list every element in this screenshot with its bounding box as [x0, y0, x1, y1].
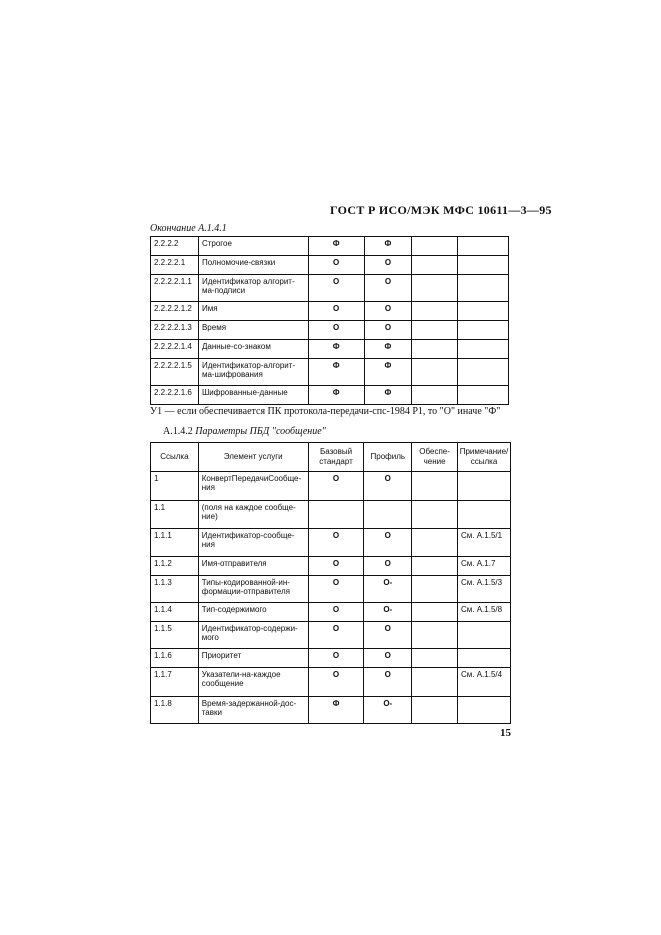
table-cell	[412, 529, 458, 557]
table-cell	[458, 275, 509, 302]
table-cell: 2.2.2.2.1.3	[151, 321, 199, 340]
table2-body	[151, 472, 511, 724]
table-cell: О	[364, 302, 412, 321]
table-cell: Имя-отправителя	[198, 557, 308, 576]
header-cell-note: Примечание/ ссылка	[457, 443, 510, 472]
table-cell: Время-задержанной-дос-тавки	[198, 697, 308, 724]
table-cell: Ф	[308, 237, 364, 256]
table-cell	[458, 237, 509, 256]
table-cell: 1	[151, 472, 199, 501]
table-cell: Идентификатор-сообще-ния	[198, 529, 308, 557]
table-cell: См. А.1.5/4	[457, 668, 510, 697]
header-cell-profile: Профиль	[364, 443, 412, 472]
table-row	[151, 340, 509, 359]
table-cell: О	[308, 649, 364, 668]
table-cell: Ф	[364, 237, 412, 256]
table-cell: Идентификатор-содержи-мого	[198, 622, 308, 649]
table-cell	[412, 501, 458, 529]
table-cell: См. А.1.5/8	[457, 603, 510, 622]
table-cell: 1.1.3	[151, 576, 199, 603]
table-cell	[412, 576, 458, 603]
table-cell: О	[364, 275, 412, 302]
table-cell: Приоритет	[198, 649, 308, 668]
table-row	[151, 668, 511, 697]
table-a141-end	[150, 236, 509, 405]
table-cell: Шифрованные-данные	[198, 386, 308, 405]
table-cell: О-	[364, 603, 412, 622]
table-row	[151, 697, 511, 724]
table-cell	[412, 622, 458, 649]
table-cell: 1.1.6	[151, 649, 199, 668]
table-cell: Ф	[364, 359, 412, 386]
table-cell: См. А.1.5/1	[457, 529, 510, 557]
table-cell: Идентификатор-алгорит-ма-шифрования	[198, 359, 308, 386]
table-row	[151, 321, 509, 340]
table-cell	[412, 321, 458, 340]
table-cell: О	[364, 649, 412, 668]
table-row	[151, 649, 511, 668]
table-cell: См. А.1.5/3	[457, 576, 510, 603]
table-cell	[412, 275, 458, 302]
table-cell	[458, 386, 509, 405]
table-cell	[412, 256, 458, 275]
table-cell: О	[308, 321, 364, 340]
table-cell: Указатели-на-каждое сообщение	[198, 668, 308, 697]
table2-caption	[163, 426, 326, 437]
table-cell: О	[308, 622, 364, 649]
table-row	[151, 472, 511, 501]
table-cell: О-	[364, 576, 412, 603]
table-cell: 2.2.2.2.1.4	[151, 340, 199, 359]
table-cell: Ф	[308, 386, 364, 405]
table-cell: 1.1.4	[151, 603, 199, 622]
page-number: 15	[500, 727, 511, 739]
table-cell: КонвертПередачиСообще-ния	[198, 472, 308, 501]
table-cell: 2.2.2.2.1.6	[151, 386, 199, 405]
table-a142-parameters	[150, 442, 511, 724]
table-cell: О	[308, 275, 364, 302]
table-cell	[364, 501, 412, 529]
table-cell: 2.2.2.2.1	[151, 256, 199, 275]
table-cell	[412, 340, 458, 359]
table-cell: О	[364, 321, 412, 340]
table-cell: О	[364, 557, 412, 576]
header-cell-base-standard: Базовый стандарт	[308, 443, 364, 472]
table-cell: См. А.1.7	[457, 557, 510, 576]
table-cell: О	[308, 472, 364, 501]
table-cell	[457, 472, 510, 501]
table-cell	[458, 359, 509, 386]
table-cell	[412, 603, 458, 622]
table-cell	[458, 340, 509, 359]
header-cell-support: Обеспе-чение	[412, 443, 458, 472]
table-cell: 2.2.2.2	[151, 237, 199, 256]
table-cell: О	[364, 472, 412, 501]
table2-caption-number: А.1.4.2	[163, 426, 193, 437]
table-row	[151, 603, 511, 622]
table-cell: О	[308, 668, 364, 697]
table-cell	[308, 501, 364, 529]
table-cell: Ф	[308, 697, 364, 724]
table-cell	[412, 359, 458, 386]
table-cell	[412, 649, 458, 668]
table-cell	[412, 237, 458, 256]
table-cell: 2.2.2.2.1.2	[151, 302, 199, 321]
table-cell: О-	[364, 697, 412, 724]
table-cell	[412, 557, 458, 576]
table-cell: О	[308, 603, 364, 622]
table-cell: Ф	[308, 359, 364, 386]
table-cell	[412, 472, 458, 501]
footnote-y1: У1 — если обеспечивается ПК протокола-передачи-спс-1984 Р1, то "О" иначе "Ф"	[150, 406, 501, 417]
table-row	[151, 576, 511, 603]
table-cell: 1.1	[151, 501, 199, 529]
table-cell: О	[364, 529, 412, 557]
table-cell	[412, 697, 458, 724]
table-cell: 2.2.2.2.1.1	[151, 275, 199, 302]
table-cell: Данные-со-знаком	[198, 340, 308, 359]
table-row	[151, 256, 509, 275]
table-cell	[412, 386, 458, 405]
table-cell: 1.1.2	[151, 557, 199, 576]
table-row	[151, 622, 511, 649]
header-cell-element: Элемент услуги	[198, 443, 308, 472]
table-cell	[458, 321, 509, 340]
table-row	[151, 529, 511, 557]
table-cell: Строгое	[198, 237, 308, 256]
table2-caption-title: Параметры ПБД "сообщение"	[195, 426, 326, 437]
table-row	[151, 275, 509, 302]
table-cell	[457, 697, 510, 724]
table-cell: Типы-кодированной-ин-формации-отправителя	[198, 576, 308, 603]
table-cell: Тип-содержимого	[198, 603, 308, 622]
table-cell	[457, 649, 510, 668]
table-row	[151, 501, 511, 529]
table-row	[151, 302, 509, 321]
table-cell: Ф	[308, 340, 364, 359]
table-cell: Ф	[364, 386, 412, 405]
table-cell: О	[308, 576, 364, 603]
table-cell: 2.2.2.2.1.5	[151, 359, 199, 386]
table-cell	[457, 622, 510, 649]
document-header: ГОСТ Р ИСО/МЭК МФС 10611—3—95	[330, 203, 552, 217]
table-cell: О	[364, 622, 412, 649]
table-cell: 1.1.7	[151, 668, 199, 697]
table-cell: О	[308, 302, 364, 321]
table-cell: 1.1.5	[151, 622, 199, 649]
table-cell: Идентификатор алгорит-ма-подписи	[198, 275, 308, 302]
table2-header-row	[151, 443, 511, 472]
table-cell	[412, 668, 458, 697]
table-row	[151, 386, 509, 405]
header-cell-link: Ссылка	[151, 443, 199, 472]
table-row	[151, 359, 509, 386]
table-cell: 1.1.1	[151, 529, 199, 557]
table-cell: О	[364, 668, 412, 697]
table-cell: Полномочие-связки	[198, 256, 308, 275]
table-cell: Имя	[198, 302, 308, 321]
table-cell: Ф	[364, 340, 412, 359]
table-cell: Время	[198, 321, 308, 340]
table-cell: О	[364, 256, 412, 275]
table-cell	[458, 302, 509, 321]
table1-caption: Окончание А.1.4.1	[150, 223, 227, 234]
table-cell	[458, 256, 509, 275]
table-cell: (поля на каждое сообще-ние)	[198, 501, 308, 529]
table-cell: 1.1.8	[151, 697, 199, 724]
table1-body	[151, 237, 509, 405]
table-cell: О	[308, 256, 364, 275]
table-row	[151, 557, 511, 576]
table-cell	[457, 501, 510, 529]
table-cell: О	[308, 557, 364, 576]
table-cell	[412, 302, 458, 321]
table-cell: О	[308, 529, 364, 557]
table-row	[151, 237, 509, 256]
